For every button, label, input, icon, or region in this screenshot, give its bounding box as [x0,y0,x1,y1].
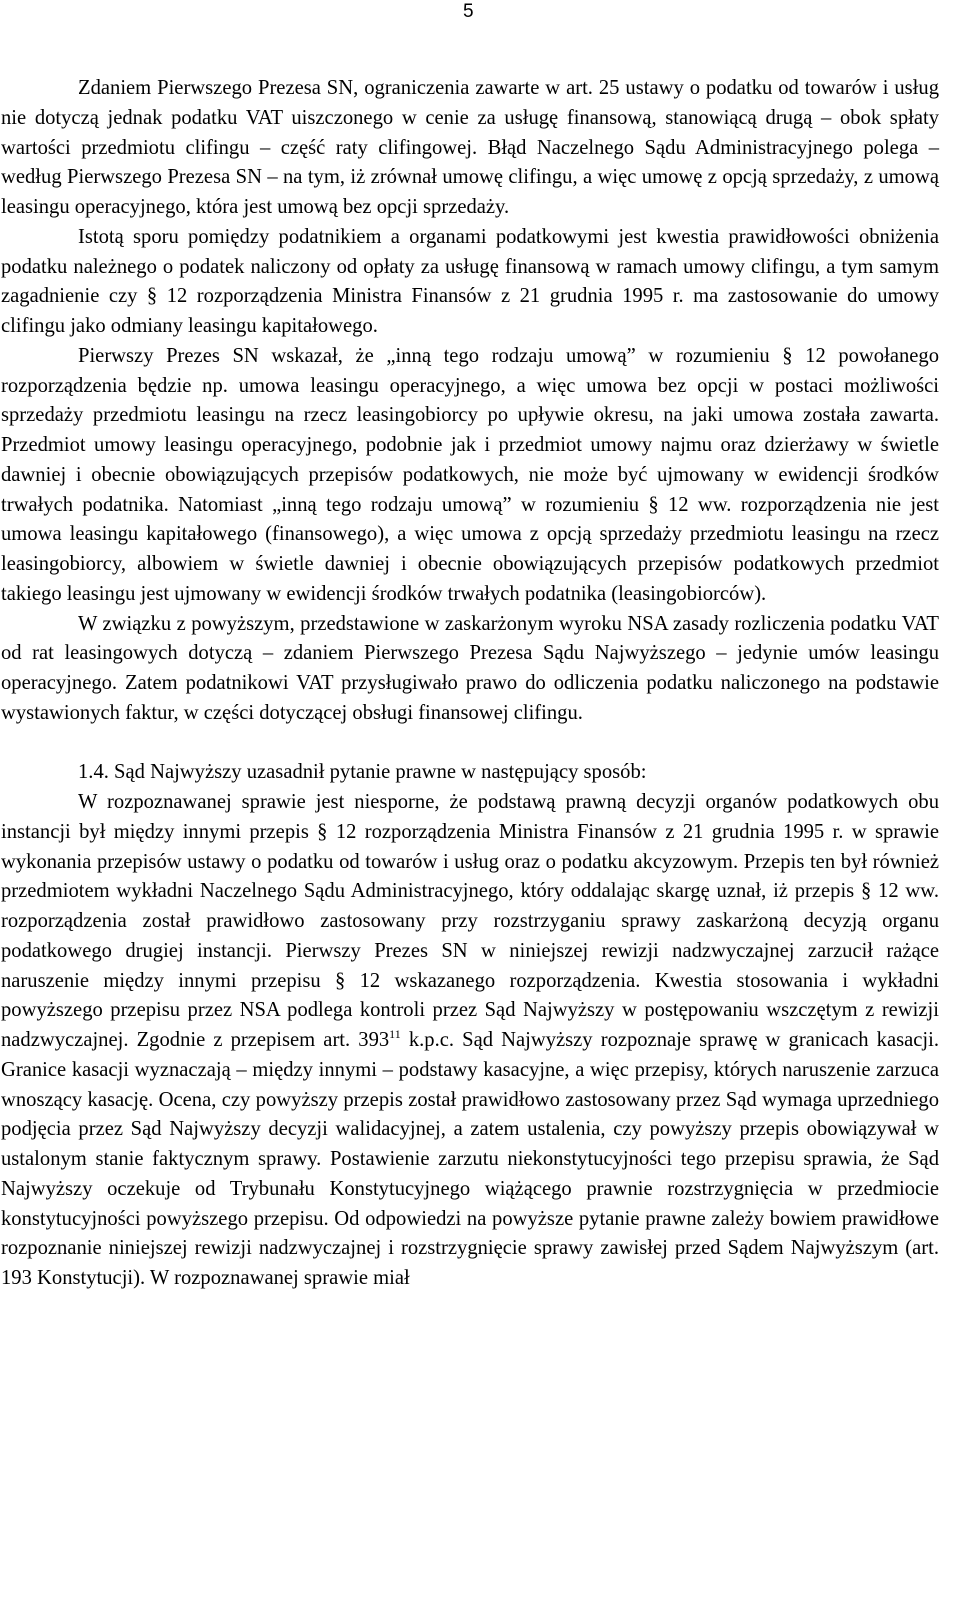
section-heading-1-4: 1.4. Sąd Najwyższy uzasadnił pytanie prawne w następujący sposób: [78,761,647,784]
paragraph-1: Zdaniem Pierwszego Prezesa SN, ograniczenia zawarte w art. 25 ustawy o podatku od towarów i usług nie dotyczą jednak podatku VAT uiszczonego w cenie za usługę finansową, stanowiącą drugą – obok spłaty wartości przedmiotu clifingu – część raty clifingowej. Błąd Naczelnego Sądu Administracyjnego polega – według Pierwszego Prezesa SN – na tym, iż zrównał umowę clifingu, a więc umowę z opcją sprzedaży, z umową leasingu operacyjnego, która jest umową bez opcji sprzedaży. [1,77,939,218]
paragraph-6-part-2: k.p.c. Sąd Najwyższy rozpoznaje sprawę w granicach kasacji. Granice kasacji wyznaczają – między innymi – podstawy kasacyjne, a więc przepisy, których naruszenie zarzuca wnoszący kasację. Ocena, czy powyższy przepis został prawidłowo zastosowany przez Sąd wymaga uprzedniego podjęcia przez Sąd Najwyższy decyzji walidacyjnej, a zatem ustalenia, czy powyższy przepis obowiązywał w ustalonym stanie faktycznym sprawy. Postawienie zarzutu niekonstytucyjności tego przepisu sprawia, że Sąd Najwyższy oczekuje od Trybunału Konstytucyjnego wiążącego prawnie rozstrzygnięcia w przedmiocie konstytucyjności powyższego przepisu. Od odpowiedzi na powyższe pytanie prawne zależy bowiem prawidłowe rozpoznanie niniejszej rewizji nadzwyczajnej i rozstrzygnięcie sprawy zawisłej przed Sądem Najwyższym (art. 193 Konstytucji). W rozpoznawanej sprawie miał [1,1029,939,1289]
paragraph-4: W związku z powyższym, przedstawione w zaskarżonym wyroku NSA zasady rozliczenia podatku VAT od rat leasingowych dotyczą – zdaniem Pierwszego Prezesa Sądu Najwyższego – jedynie umów leasingu operacyjnego. Zatem podatnikowi VAT przysługiwało prawo do odliczenia podatku naliczonego na podstawie wystawionych faktur, w części dotyczącej obsługi finansowej clifingu. [1,612,939,724]
paragraph-6 [1,788,939,1294]
article-superscript: 11 [389,1027,401,1041]
paragraph-6-part-1: W rozpoznawanej sprawie jest niesporne, że podstawą prawną decyzji organów podatkowych obu instancji był między innymi przepis § 12 rozporządzenia Ministra Finansów z 21 grudnia 1995 r. w sprawie wykonania przepisów ustawy o podatku od towarów i usług oraz o podatku akcyzowym. Przepis ten był również przedmiotem wykładni Naczelnego Sądu Administracyjnego, który oddalając skargę uznał, iż przepis § 12 ww. rozporządzenia został prawidłowo zastosowany przy rozstrzyganiu sprawy zaskarżoną decyzją organu podatkowego drugiej instancji. Pierwszy Prezes SN w niniejszej rewizji nadzwyczajnej zarzucił rażące naruszenie między innymi przepisu § 12 wskazanego rozporządzenia. Kwestia stosowania i wykładni powyższego przepisu przez NSA podlega kontroli przez Sąd Najwyższy w postępowaniu wszczętym z rewizji nadzwyczajnej. Zgodnie z przepisem art. 393 [1,791,939,1051]
document-body [0,74,960,1294]
page-number: 5 [463,1,474,22]
paragraph-2: Istotą sporu pomiędzy podatnikiem a organami podatkowymi jest kwestia prawidłowości obniżenia podatku należnego o podatek naliczony od opłaty za usługę finansową w ramach umowy clifingu, a tym samym zagadnienie czy § 12 rozporządzenia Ministra Finansów z 21 grudnia 1995 r. ma zastosowanie do umowy clifingu jako odmiany leasingu kapitałowego. [1,225,939,337]
paragraph-3: Pierwszy Prezes SN wskazał, że „inną tego rodzaju umową” w rozumieniu § 12 powołanego rozporządzenia będzie np. umowa leasingu operacyjnego, a więc umowa bez opcji w postaci możliwości sprzedaży przedmiotu leasingu na rzecz leasingobiorcy po upływie okresu, na jaki umowa została zawarta. Przedmiot umowy leasingu operacyjnego, podobnie jak i przedmiot umowy najmu oraz dzierżawy w świetle dawniej i obecnie obowiązujących przepisów podatkowych, nie może być ujmowany w ewidencji środków trwałych podatnika. Natomiast „inną tego rodzaju umową” w rozumieniu § 12 ww. rozporządzenia nie jest umowa leasingu kapitałowego (finansowego), a więc umowa z opcją sprzedaży przedmiotu leasingu na rzecz leasingobiorcy, albowiem w świetle dawniej i obecnie obowiązujących przepisów podatkowych przedmiot takiego leasingu jest ujmowany w ewidencji środków trwałych podatnika (leasingobiorców). [1,344,939,605]
